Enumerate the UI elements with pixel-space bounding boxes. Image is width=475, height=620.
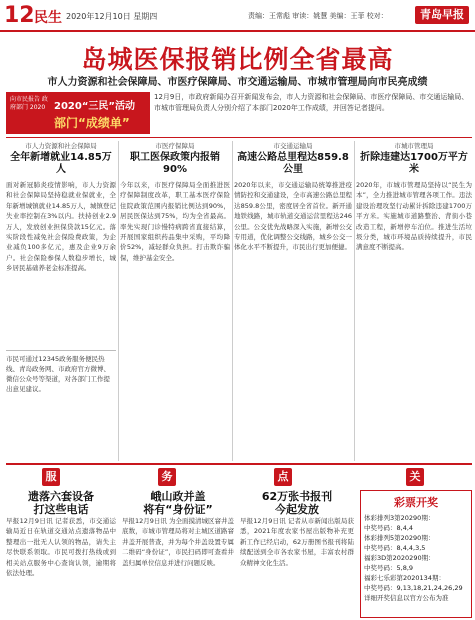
column-body: 2020年以来，市交通运输局统筹推进疫情防控和交通建设，全市高速公路总里程达859.8公里，密度居全省首位。新开通地铁线路，城市轨道交通运营里程达246公里。公交优先战略深入实施，新增公交专用道，优化调整公交线路，城乡公交一体化水平不断提升，市民出行更加便捷。	[234, 181, 352, 252]
column-kicker: 市交通运输局	[273, 142, 313, 150]
column-headline: 全年新增就业14.85万人	[10, 152, 112, 175]
column-separator	[118, 141, 119, 461]
article-column-transport	[234, 141, 352, 461]
lottery-line: 福彩七乐彩第2020134期：	[364, 574, 445, 582]
column-headline: 高速公路总里程达859.8公里	[237, 152, 349, 175]
lower-headline: 62万张书报刊	[261, 490, 333, 503]
masthead	[0, 0, 475, 32]
issue-date: 2020年12月10日 星期四	[66, 12, 158, 21]
lower-body: 早报12月9日讯 记者从市新闻出版局获悉，2021年度农家书屋出版物补充更新工作已经启动，62万册图书报刊将陆续配送到全市各农家书屋，丰富农村群众精神文化生活。	[240, 517, 354, 567]
lottery-line: 体彩排列5第20290期：	[364, 534, 435, 542]
column-body: 今年以来，市医疗保障局全面推进医疗保障制度改革，职工基本医疗保险住院政策范围内报销比例达到90%，居民医保达到75%，均为全省最高。率先实现门诊慢特病跨省直接结算，开展国家组织药品集中采购，平均降价52%，减轻群众负担。打击欺诈骗保，维护基金安全。	[120, 181, 230, 262]
lottery-line: 体彩排列3第20290期：	[364, 514, 435, 522]
banner-line-1: 2020“三民”活动	[54, 101, 135, 112]
lottery-line: 中奖号码：8,4,4,3,5	[364, 544, 426, 552]
lower-headline-2: 今起发放	[275, 503, 319, 516]
newspaper-logo: 青岛早报	[415, 6, 469, 24]
headline-subtitle: 市人力资源和社会保障局、市医疗保障局、市交通运输局、市城市管理局向市民亮成绩	[47, 77, 428, 88]
banner-line-2: 部门“成绩单”	[54, 116, 130, 130]
column-separator	[354, 141, 355, 461]
lower-article-1	[6, 490, 116, 618]
lead-paragraph: 12月9日，市政府新闻办召开新闻发布会，市人力资源和社会保障局、市医疗保障局、市交通运输局、市城市管理局负责人分别介绍了本部门2020年工作成绩，并回答记者提问。	[154, 93, 469, 112]
tag-dian: 点	[274, 468, 292, 486]
report-banner	[6, 92, 150, 134]
lottery-line: 中奖号码：9,13,18,21,24,26,29	[364, 584, 463, 592]
column-headline: 折除违建达1700万平方米	[360, 152, 468, 175]
lower-article-2	[122, 490, 234, 618]
section-divider	[6, 137, 472, 138]
column-body: 2020年，市城市管理局坚持以“民生为本”，全力推进城市管理各项工作。违法建设治理攻坚行动累计拆除违建1700万平方米。实施城市道路整治、背街小巷改造工程，新增停车泊位。推进生活垃圾分类，城市环境品质持续提升，市民满意度不断提高。	[356, 181, 472, 252]
article-column-medical	[120, 141, 230, 461]
column-kicker: 市医疗保障局	[155, 142, 195, 150]
main-headline: 岛城医保报销比例全省最高	[81, 45, 394, 74]
banner-small-text: 向市民报告 政府部门 2020	[10, 96, 48, 111]
lottery-line: 中奖号码：5,8,9	[364, 564, 414, 572]
lower-article-3	[240, 490, 354, 618]
section-name: 民生	[34, 10, 62, 26]
column-kicker: 市城市管理局	[394, 142, 434, 150]
tag-fu: 服	[42, 468, 60, 486]
lottery-line: 详细开奖信息以官方公布为准	[364, 594, 449, 602]
lower-headline-2: 打这些电话	[33, 503, 89, 516]
tag-guan: 关	[406, 468, 424, 486]
column-kicker: 市人力资源和社会保障局	[25, 142, 97, 150]
column-separator	[232, 141, 233, 461]
lower-band-tags	[6, 467, 472, 489]
sidebar-note: 市民可通过12345政务服务便民热线、青岛政务网、市政府官方微博、微信公众号等渠道，对各部门工作提出意见建议。	[6, 350, 116, 460]
lottery-line: 福彩3D第2020290期：	[364, 554, 435, 562]
lottery-box	[360, 490, 472, 618]
lottery-title: 彩票开奖	[394, 496, 438, 509]
tag-wu: 务	[158, 468, 176, 486]
lower-headline-2: 将有“身份证”	[143, 503, 213, 516]
lower-band-divider	[6, 463, 472, 465]
column-body: 面对新冠肺炎疫情影响，市人力资源和社会保障局坚持稳就业保就业，全年新增城镇就业14.85万人，城镇登记失业率控制在3%以内。扶持创业2.9万人，发放创业担保贷款15亿元。落实阶段性减免社会保险费政策，为企业减负100多亿元，惠及企业9万余户。社会保险参保人数稳步增长，城乡居民基础养老金标准提高。	[6, 181, 116, 273]
lottery-line: 中奖号码：8,4,4	[364, 524, 414, 532]
editor-credits: 责编：王常彪 审读：姚慧 美编：王菲 校对：	[248, 12, 388, 20]
lower-body: 早报12月9日讯 记者获悉，市交通运输局近日在轨道交通站点遗落物品中整理出一批无人认领的物品，请失主尽快联系领取。市民可拨打热线或到相关站点服务中心查询认领，逾期将依法处理。	[6, 517, 116, 578]
page-number: 12	[4, 3, 35, 28]
lower-headline: 峨山政并盖	[150, 490, 206, 503]
lower-headline: 遗落六套设备	[28, 490, 94, 503]
article-column-urban	[356, 141, 472, 461]
lower-body: 早报12月9日讯 为全面摸清城区窨井盖底数，市城市管理局将对主城区道路窨井盖开展普查，并为每个井盖设置专属二维码“身份证”，市民扫码即可查看井盖归属单位信息并进行问题反映。	[122, 517, 234, 567]
column-headline: 职工医保政策内报销90%	[130, 152, 220, 175]
